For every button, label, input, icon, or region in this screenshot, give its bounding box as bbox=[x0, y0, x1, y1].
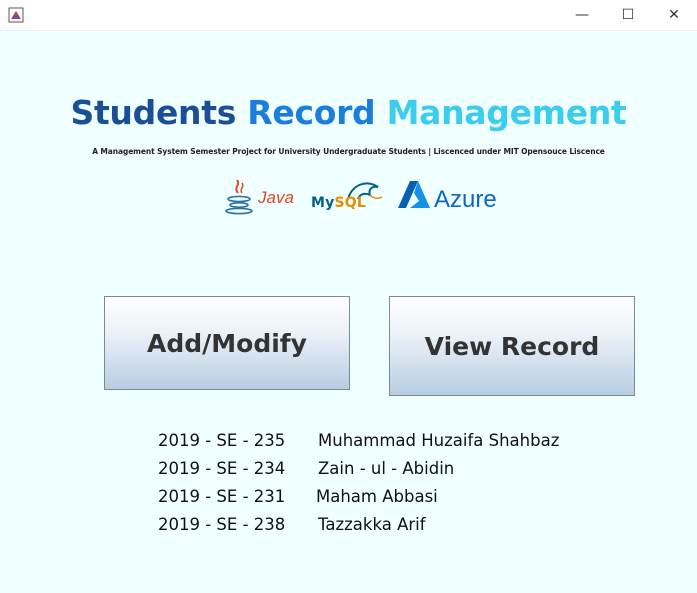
student-roll-1: 2019 - SE - 235 bbox=[158, 431, 286, 450]
student-roll-3: 2019 - SE - 231 bbox=[158, 487, 286, 506]
student-roll-4: 2019 - SE - 238 bbox=[158, 515, 286, 534]
minimize-button[interactable]: — bbox=[575, 7, 589, 23]
student-name-1: Muhammad Huzaifa Shahbaz bbox=[318, 431, 560, 450]
close-button[interactable]: ✕ bbox=[668, 7, 680, 23]
view-record-button[interactable]: View Record bbox=[389, 296, 635, 396]
add-modify-button[interactable]: Add/Modify bbox=[104, 296, 350, 390]
title-word-management: Management bbox=[386, 93, 627, 132]
java-app-icon bbox=[8, 7, 24, 23]
page-title bbox=[0, 93, 697, 132]
page-subtitle: A Management System Semester Project for University Undergraduate Students | Liscenced under MIT Opensouce Liscence bbox=[92, 147, 605, 156]
student-name-4: Tazzakka Arif bbox=[318, 515, 426, 534]
student-roll-2: 2019 - SE - 234 bbox=[158, 459, 286, 478]
student-name-2: Zain - ul - Abidin bbox=[318, 459, 455, 478]
student-name-3: Maham Abbasi bbox=[316, 487, 438, 506]
title-word-students: Students bbox=[70, 93, 237, 132]
maximize-button[interactable]: ☐ bbox=[621, 7, 635, 23]
title-word-record: Record bbox=[247, 93, 376, 132]
mysql-label-my: My bbox=[311, 195, 335, 211]
mysql-label-sql: SQL bbox=[334, 195, 366, 211]
java-logo-label: Java bbox=[258, 188, 294, 207]
mysql-logo-label bbox=[311, 195, 366, 211]
main-panel bbox=[0, 31, 697, 593]
azure-logo-label: Azure bbox=[434, 186, 497, 213]
azure-logo-icon bbox=[397, 179, 431, 209]
window-titlebar bbox=[0, 0, 697, 31]
